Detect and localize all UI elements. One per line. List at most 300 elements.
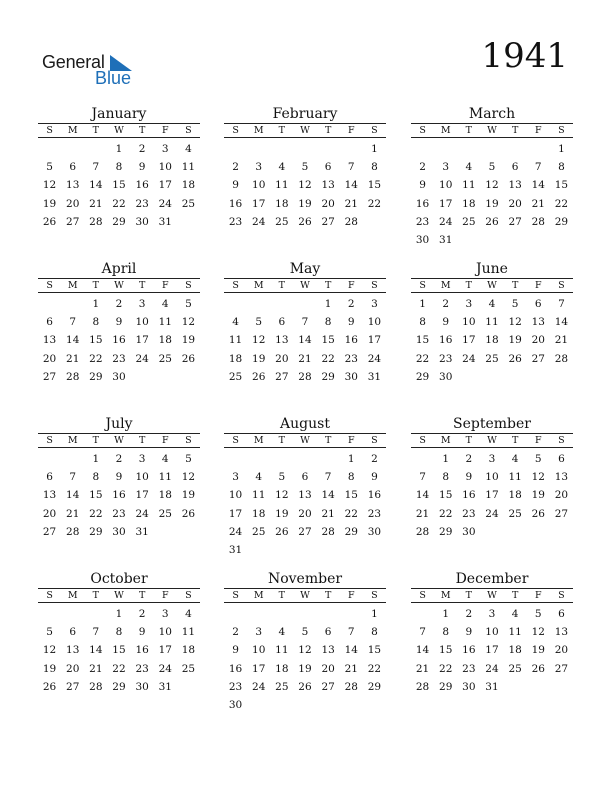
day-cell: 20 bbox=[275, 352, 289, 365]
day-cell: 16 bbox=[344, 334, 358, 347]
day-cell: 29 bbox=[367, 680, 382, 693]
day-cell: 6 bbox=[558, 453, 565, 465]
month-may bbox=[224, 261, 386, 386]
day-cell: 19 bbox=[531, 489, 545, 502]
day-cell: 17 bbox=[158, 179, 172, 192]
day-cell: 30 bbox=[135, 215, 149, 228]
month-april bbox=[38, 261, 200, 386]
day-cell: 22 bbox=[439, 662, 453, 675]
empty-day-cell bbox=[38, 140, 61, 158]
month-name: November bbox=[267, 571, 343, 587]
empty-day-cell bbox=[293, 295, 316, 313]
day-cell: 13 bbox=[321, 644, 335, 657]
day-cell: 29 bbox=[439, 680, 453, 693]
day-cell: 24 bbox=[462, 352, 476, 365]
day-cell: 15 bbox=[112, 644, 126, 657]
empty-day-cell bbox=[84, 140, 107, 158]
day-cell: 14 bbox=[344, 644, 358, 657]
day-cell: 12 bbox=[531, 471, 545, 484]
weekday-label: S bbox=[419, 590, 426, 601]
day-cell: 10 bbox=[485, 471, 499, 484]
day-cell: 4 bbox=[488, 298, 496, 310]
weekday-header-row bbox=[411, 279, 573, 293]
day-cell: 28 bbox=[66, 370, 80, 383]
day-cell: 24 bbox=[485, 662, 499, 675]
day-cell: 6 bbox=[69, 626, 77, 639]
day-grid bbox=[38, 140, 200, 231]
empty-day-cell bbox=[247, 140, 270, 158]
day-cell: 29 bbox=[89, 370, 103, 383]
day-cell: 22 bbox=[89, 507, 103, 520]
day-cell: 10 bbox=[135, 471, 149, 484]
weekday-header-row bbox=[38, 589, 200, 603]
day-cell: 9 bbox=[115, 471, 123, 484]
day-cell: 19 bbox=[275, 507, 289, 520]
day-cell: 2 bbox=[419, 161, 426, 174]
day-cell: 21 bbox=[415, 507, 430, 520]
day-cell: 6 bbox=[511, 161, 519, 174]
weekday-label: M bbox=[67, 125, 78, 136]
day-cell: 30 bbox=[112, 525, 126, 538]
day-cell: 23 bbox=[462, 662, 476, 675]
day-cell: 1 bbox=[92, 298, 100, 310]
weekday-header-row bbox=[224, 589, 386, 603]
day-cell: 5 bbox=[301, 161, 309, 174]
day-cell: 10 bbox=[462, 316, 476, 329]
day-cell: 22 bbox=[439, 507, 453, 520]
month-name: April bbox=[101, 261, 137, 277]
day-cell: 6 bbox=[324, 161, 332, 174]
weekday-label: F bbox=[161, 435, 169, 446]
empty-day-cell bbox=[411, 605, 434, 623]
day-cell: 4 bbox=[511, 608, 519, 620]
empty-day-cell bbox=[293, 450, 316, 468]
day-cell: 21 bbox=[298, 352, 312, 365]
day-cell: 17 bbox=[158, 644, 172, 657]
day-cell: 17 bbox=[462, 334, 476, 347]
day-cell: 12 bbox=[181, 471, 196, 484]
day-cell: 24 bbox=[228, 525, 243, 538]
empty-day-cell bbox=[270, 605, 293, 623]
day-cell: 25 bbox=[462, 215, 476, 228]
empty-day-cell bbox=[504, 140, 527, 158]
empty-day-cell bbox=[527, 140, 550, 158]
day-cell: 7 bbox=[92, 161, 100, 174]
empty-day-cell bbox=[247, 295, 270, 313]
day-cell: 8 bbox=[371, 161, 378, 174]
weekday-label: S bbox=[185, 435, 192, 446]
day-cell: 22 bbox=[367, 662, 382, 675]
day-cell: 23 bbox=[367, 507, 382, 520]
day-cell: 1 bbox=[419, 298, 426, 310]
weekday-label: F bbox=[161, 590, 169, 601]
weekday-label: W bbox=[487, 435, 497, 446]
day-cell: 3 bbox=[232, 471, 239, 484]
day-cell: 24 bbox=[367, 352, 382, 365]
day-cell: 10 bbox=[439, 179, 453, 192]
empty-day-cell bbox=[317, 605, 340, 623]
day-cell: 16 bbox=[462, 644, 476, 657]
day-cell: 3 bbox=[138, 453, 146, 465]
day-cell: 19 bbox=[298, 197, 312, 210]
empty-day-cell bbox=[317, 140, 340, 158]
day-cell: 30 bbox=[439, 370, 453, 383]
day-cell: 18 bbox=[508, 489, 522, 502]
day-cell: 14 bbox=[66, 334, 80, 347]
day-cell: 9 bbox=[371, 471, 378, 484]
weekday-label: M bbox=[67, 590, 78, 601]
day-cell: 10 bbox=[252, 644, 266, 657]
day-cell: 7 bbox=[419, 471, 426, 484]
day-cell: 15 bbox=[321, 334, 335, 347]
empty-day-cell bbox=[480, 140, 503, 158]
day-cell: 24 bbox=[439, 215, 453, 228]
day-cell: 20 bbox=[554, 489, 569, 502]
day-cell: 18 bbox=[275, 197, 289, 210]
day-cell: 26 bbox=[485, 215, 499, 228]
day-cell: 23 bbox=[135, 662, 149, 675]
day-cell: 7 bbox=[419, 626, 426, 639]
day-cell: 31 bbox=[485, 680, 499, 693]
day-cell: 23 bbox=[228, 680, 243, 693]
weekday-label: S bbox=[46, 125, 53, 136]
weekday-label: T bbox=[138, 280, 146, 291]
day-cell: 26 bbox=[508, 352, 522, 365]
day-cell: 9 bbox=[232, 644, 239, 657]
day-cell: 23 bbox=[344, 352, 358, 365]
day-cell: 6 bbox=[46, 471, 53, 484]
day-cell: 16 bbox=[112, 334, 126, 347]
day-cell: 4 bbox=[185, 608, 192, 620]
day-cell: 9 bbox=[115, 316, 123, 329]
day-cell: 21 bbox=[344, 197, 358, 210]
day-cell: 11 bbox=[252, 489, 266, 502]
day-cell: 28 bbox=[415, 525, 430, 538]
day-cell: 21 bbox=[531, 197, 545, 210]
weekday-label: W bbox=[300, 435, 310, 446]
day-cell: 2 bbox=[232, 161, 239, 174]
empty-day-cell bbox=[317, 450, 340, 468]
day-grid bbox=[224, 140, 386, 231]
brand-logo bbox=[42, 52, 152, 92]
day-cell: 21 bbox=[554, 334, 569, 347]
day-cell: 28 bbox=[89, 680, 103, 693]
day-cell: 19 bbox=[181, 334, 196, 347]
day-cell: 7 bbox=[301, 316, 309, 329]
weekday-label: M bbox=[253, 590, 264, 601]
weekday-label: T bbox=[138, 435, 146, 446]
day-cell: 12 bbox=[531, 626, 545, 639]
day-cell: 7 bbox=[347, 626, 355, 639]
day-cell: 16 bbox=[439, 334, 453, 347]
day-cell: 22 bbox=[112, 197, 126, 210]
weekday-label: F bbox=[534, 280, 542, 291]
day-cell: 23 bbox=[135, 197, 149, 210]
day-cell: 19 bbox=[485, 197, 499, 210]
weekday-label: T bbox=[511, 590, 519, 601]
day-cell: 25 bbox=[158, 352, 172, 365]
weekday-label: F bbox=[161, 280, 169, 291]
day-cell: 17 bbox=[485, 644, 499, 657]
day-cell: 12 bbox=[252, 334, 266, 347]
day-cell: 21 bbox=[89, 662, 103, 675]
day-cell: 7 bbox=[347, 161, 355, 174]
weekday-label: S bbox=[46, 590, 53, 601]
day-cell: 4 bbox=[161, 298, 169, 310]
day-cell: 20 bbox=[321, 662, 335, 675]
weekday-label: F bbox=[161, 125, 169, 136]
day-cell: 31 bbox=[228, 543, 243, 556]
day-cell: 4 bbox=[185, 143, 192, 155]
day-cell: 4 bbox=[278, 161, 286, 174]
weekday-label: T bbox=[465, 280, 473, 291]
weekday-label: M bbox=[67, 435, 78, 446]
day-cell: 1 bbox=[442, 453, 450, 465]
day-cell: 11 bbox=[228, 334, 243, 347]
day-cell: 14 bbox=[415, 489, 430, 502]
day-grid bbox=[38, 295, 200, 386]
weekday-header-row bbox=[224, 279, 386, 293]
day-cell: 12 bbox=[42, 644, 57, 657]
day-cell: 11 bbox=[158, 316, 172, 329]
weekday-label: T bbox=[324, 125, 332, 136]
day-cell: 31 bbox=[158, 215, 172, 228]
day-cell: 18 bbox=[252, 507, 266, 520]
day-cell: 7 bbox=[92, 626, 100, 639]
day-cell: 16 bbox=[112, 489, 126, 502]
day-cell: 26 bbox=[298, 215, 312, 228]
day-cell: 27 bbox=[298, 525, 312, 538]
empty-day-cell bbox=[224, 140, 247, 158]
day-cell: 21 bbox=[66, 352, 80, 365]
day-cell: 16 bbox=[228, 662, 243, 675]
weekday-label: M bbox=[253, 280, 264, 291]
day-cell: 8 bbox=[442, 626, 450, 639]
day-cell: 30 bbox=[344, 370, 358, 383]
weekday-label: T bbox=[511, 280, 519, 291]
weekday-label: W bbox=[300, 125, 310, 136]
day-cell: 13 bbox=[66, 179, 80, 192]
day-cell: 1 bbox=[347, 453, 355, 465]
day-cell: 15 bbox=[554, 179, 569, 192]
day-cell: 1 bbox=[324, 298, 332, 310]
day-cell: 14 bbox=[415, 644, 430, 657]
day-cell: 26 bbox=[181, 352, 196, 365]
day-cell: 5 bbox=[534, 608, 542, 620]
weekday-label: S bbox=[371, 280, 378, 291]
weekday-header-row bbox=[411, 434, 573, 448]
day-cell: 4 bbox=[255, 471, 263, 484]
year-title: 1941 bbox=[481, 36, 568, 76]
day-cell: 12 bbox=[298, 179, 312, 192]
day-cell: 6 bbox=[46, 316, 53, 329]
day-cell: 2 bbox=[115, 453, 123, 465]
day-cell: 16 bbox=[367, 489, 382, 502]
day-cell: 21 bbox=[89, 197, 103, 210]
day-cell: 14 bbox=[298, 334, 312, 347]
empty-day-cell bbox=[411, 140, 434, 158]
weekday-label: W bbox=[114, 125, 124, 136]
day-cell: 3 bbox=[371, 298, 378, 310]
month-name: October bbox=[90, 571, 148, 587]
day-cell: 27 bbox=[508, 215, 522, 228]
day-cell: 22 bbox=[89, 352, 103, 365]
day-cell: 16 bbox=[135, 644, 149, 657]
day-cell: 17 bbox=[439, 197, 453, 210]
day-cell: 28 bbox=[415, 680, 430, 693]
weekday-label: W bbox=[300, 590, 310, 601]
day-grid bbox=[411, 140, 573, 249]
empty-day-cell bbox=[293, 605, 316, 623]
day-cell: 8 bbox=[92, 316, 100, 329]
weekday-label: T bbox=[138, 125, 146, 136]
weekday-header-row bbox=[38, 279, 200, 293]
day-cell: 15 bbox=[89, 334, 103, 347]
day-cell: 19 bbox=[252, 352, 266, 365]
month-june bbox=[411, 261, 573, 386]
day-cell: 8 bbox=[419, 316, 426, 329]
day-cell: 18 bbox=[158, 489, 172, 502]
day-cell: 11 bbox=[508, 626, 522, 639]
day-cell: 28 bbox=[298, 370, 312, 383]
day-cell: 24 bbox=[252, 680, 266, 693]
day-cell: 14 bbox=[89, 179, 103, 192]
day-cell: 17 bbox=[252, 197, 266, 210]
day-cell: 16 bbox=[135, 179, 149, 192]
day-cell: 8 bbox=[115, 626, 123, 639]
empty-day-cell bbox=[411, 450, 434, 468]
day-cell: 1 bbox=[371, 143, 378, 155]
day-cell: 12 bbox=[508, 316, 522, 329]
empty-day-cell bbox=[457, 140, 480, 158]
day-cell: 15 bbox=[439, 644, 453, 657]
day-cell: 11 bbox=[275, 179, 289, 192]
day-cell: 2 bbox=[347, 298, 355, 310]
day-cell: 3 bbox=[138, 298, 146, 310]
empty-day-cell bbox=[247, 450, 270, 468]
day-cell: 26 bbox=[531, 662, 545, 675]
day-cell: 10 bbox=[158, 161, 172, 174]
day-cell: 22 bbox=[321, 352, 335, 365]
weekday-label: T bbox=[511, 435, 519, 446]
day-cell: 23 bbox=[462, 507, 476, 520]
day-cell: 3 bbox=[255, 161, 263, 174]
day-cell: 18 bbox=[462, 197, 476, 210]
day-cell: 25 bbox=[508, 507, 522, 520]
weekday-label: F bbox=[534, 590, 542, 601]
weekday-label: S bbox=[185, 590, 192, 601]
day-cell: 27 bbox=[66, 680, 80, 693]
day-cell: 26 bbox=[275, 525, 289, 538]
weekday-label: S bbox=[558, 125, 565, 136]
day-cell: 1 bbox=[92, 453, 100, 465]
weekday-label: S bbox=[185, 125, 192, 136]
weekday-label: S bbox=[46, 435, 53, 446]
empty-day-cell bbox=[224, 450, 247, 468]
day-cell: 9 bbox=[465, 626, 473, 639]
day-cell: 26 bbox=[298, 680, 312, 693]
day-cell: 4 bbox=[465, 161, 473, 174]
weekday-label: S bbox=[232, 435, 239, 446]
day-cell: 22 bbox=[554, 197, 569, 210]
weekday-header-row bbox=[38, 434, 200, 448]
day-cell: 24 bbox=[135, 352, 149, 365]
day-cell: 14 bbox=[554, 316, 569, 329]
day-cell: 4 bbox=[161, 453, 169, 465]
day-cell: 15 bbox=[367, 644, 382, 657]
day-cell: 9 bbox=[138, 626, 146, 639]
weekday-label: F bbox=[347, 590, 355, 601]
day-cell: 17 bbox=[485, 489, 499, 502]
day-cell: 6 bbox=[324, 626, 332, 639]
month-february bbox=[224, 106, 386, 231]
day-cell: 19 bbox=[531, 644, 545, 657]
day-cell: 14 bbox=[321, 489, 335, 502]
weekday-label: S bbox=[371, 590, 378, 601]
empty-day-cell bbox=[270, 450, 293, 468]
day-cell: 6 bbox=[558, 608, 565, 620]
weekday-label: S bbox=[232, 125, 239, 136]
day-cell: 14 bbox=[344, 179, 358, 192]
weekday-header-row bbox=[224, 434, 386, 448]
day-cell: 31 bbox=[439, 233, 453, 246]
day-cell: 11 bbox=[181, 161, 196, 174]
weekday-label: F bbox=[347, 435, 355, 446]
day-cell: 5 bbox=[534, 453, 542, 465]
weekday-label: W bbox=[487, 590, 497, 601]
weekday-label: M bbox=[440, 125, 451, 136]
day-cell: 10 bbox=[158, 626, 172, 639]
month-march bbox=[411, 106, 573, 249]
weekday-label: W bbox=[114, 280, 124, 291]
month-name: December bbox=[455, 571, 529, 587]
day-cell: 28 bbox=[89, 215, 103, 228]
day-grid bbox=[411, 295, 573, 386]
empty-day-cell bbox=[224, 295, 247, 313]
day-cell: 17 bbox=[252, 662, 266, 675]
day-cell: 18 bbox=[158, 334, 172, 347]
day-cell: 8 bbox=[558, 161, 565, 174]
day-cell: 19 bbox=[42, 662, 57, 675]
day-cell: 27 bbox=[321, 215, 335, 228]
empty-day-cell bbox=[434, 140, 457, 158]
day-grid bbox=[224, 605, 386, 714]
empty-day-cell bbox=[84, 605, 107, 623]
day-cell: 2 bbox=[442, 298, 450, 310]
day-cell: 29 bbox=[321, 370, 335, 383]
day-cell: 15 bbox=[89, 489, 103, 502]
day-cell: 26 bbox=[181, 507, 196, 520]
month-september bbox=[411, 416, 573, 541]
weekday-label: M bbox=[67, 280, 78, 291]
day-cell: 13 bbox=[42, 334, 57, 347]
day-cell: 17 bbox=[135, 334, 149, 347]
day-cell: 31 bbox=[158, 680, 172, 693]
day-cell: 7 bbox=[534, 161, 542, 174]
empty-day-cell bbox=[38, 605, 61, 623]
weekday-label: W bbox=[300, 280, 310, 291]
day-cell: 22 bbox=[367, 197, 382, 210]
day-cell: 13 bbox=[531, 316, 545, 329]
day-cell: 12 bbox=[298, 644, 312, 657]
day-cell: 18 bbox=[508, 644, 522, 657]
day-cell: 28 bbox=[344, 215, 358, 228]
day-cell: 28 bbox=[344, 680, 358, 693]
day-cell: 20 bbox=[321, 197, 335, 210]
day-cell: 6 bbox=[69, 161, 77, 174]
day-cell: 1 bbox=[115, 608, 123, 620]
day-cell: 11 bbox=[181, 626, 196, 639]
